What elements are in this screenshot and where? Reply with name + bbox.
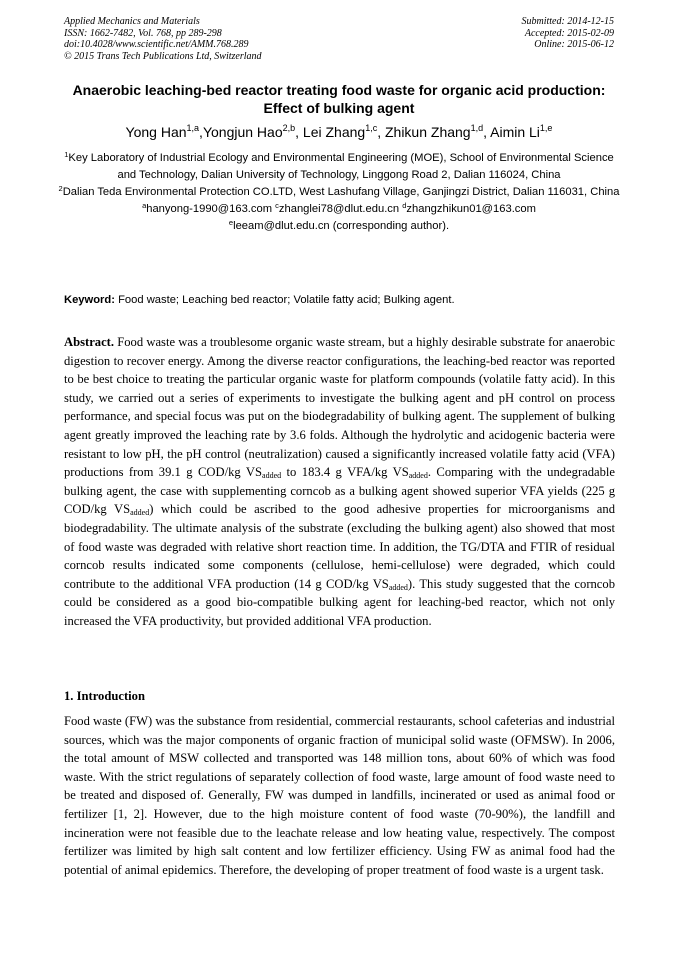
affiliation-2: $^2$Dalian Teda Environmental Protection CO.LTD, West Lashufang Village, Ganjingzi District, Dalian 116031, China bbox=[58, 184, 620, 198]
issn-line: ISSN: 1662-7482, Vol. 768, pp 289-298 bbox=[64, 27, 222, 39]
author: Aimin Li$^{1,e}$ bbox=[490, 123, 553, 140]
email-link[interactable]: hanyong-1990@163.com bbox=[146, 203, 273, 215]
abstract-label: Abstract. bbox=[64, 335, 115, 349]
keyword-text: Food waste; Leaching bed reactor; Volatile fatty acid; Bulking agent. bbox=[118, 294, 455, 306]
author-list bbox=[40, 122, 638, 142]
keyword-label: Keyword: bbox=[64, 294, 115, 306]
online-date: Online: 2015-06-12 bbox=[534, 39, 614, 50]
author: Lei Zhang$^{1,c}$, bbox=[302, 123, 385, 140]
abstract: Abstract. Food waste was a troublesome organic waste stream, but a highly desirable substrate for anaerobic digestion to recover energy. Among the diverse reactor configurations, the leaching-bed reactor was reported to be best choice to treating the particular organic waste for platform compounds (volatile fatty acid). In this study, we carried out a series of experiments to investigate the bulking agent and pH control on process performance, and special focus was put on the biodegradability of bulking agent. The supplement of bulking agent greatly improved the leaching rate by 3.6 folds. Although the hydrolytic and acidogenic bacteria were resistant to low pH, the pH control (neutralization) caused a significantly increased volatile fatty acid (VFA) productions from 39.1 g COD/kg $VS_{added}$ to 183.4 g VFA/kg $VS_{added}$. Comparing with the undegradable bulking agent, the case with supplementing corncob as a bulking agent showed superior VFA yields (225 g COD/kg $VS_{added}$) which could be ascribed to the good adhesive properties for microorganisms and biodegradability. The ultimate analysis of the substrate (excluding the bulking agent) also showed that most of food waste was degraded with relative short reaction time. In addition, the TG/DTA and FTIR of residual corncob results indicated some components (cellulose, hemi-cellulose) were degraded, which could contribute to the additional VFA production (14 g COD/kg $VS_{added}$). This study suggested that the corncob could be considered as a good bio-compatible bulking agent for leaching-bed reactor, which not only increased the VFA productivity, but provided additional VFA production. bbox=[64, 335, 616, 628]
dates-header bbox=[522, 16, 615, 51]
email-link[interactable]: zhangzhikun01@163.com bbox=[406, 203, 536, 215]
doi-line[interactable]: doi:10.4028/www.scientific.net/AMM.768.289 bbox=[64, 39, 249, 50]
keywords bbox=[64, 292, 616, 309]
email-line-1: $^a$hanyong-1990@163.com $^c$zhanglei78@dlut.edu.cn $^d$zhangzhikun01@163.com bbox=[142, 201, 536, 215]
author: Yongjun Hao$^{2,b}$, bbox=[202, 123, 303, 140]
paper-title: Anaerobic leaching-bed reactor treating food waste for organic acid production: Effect of bulking agent bbox=[72, 82, 606, 116]
introduction-paragraph: Food waste (FW) was the substance from residential, commercial restaurants, school cafeterias and industrial sources, which was the major components of organic fraction of municipal solid waste (OFMSW). In 2006, the total amount of MSW collected and transported was 148 million tons, about 60% of which was food waste. With the strict regulations of separately collection of food waste, large amount of food waste need to be treated and disposed of. Generally, FW was dumped in landfills, incinerated or used as animal food or fertilizer [1, 2]. However, due to the high moisture content of food waste (70-90%), the landfill and incineration were not feasible due to the leachate release and low heating value, respectively. The compost fertilizer was limited by high salt content and low fertilizer efficiency. Using FW as animal food had the potential of animal epidemics. Therefore, the developing of proper treatment of food waste is a urgent task. bbox=[64, 714, 615, 877]
accepted-date: Accepted: 2015-02-09 bbox=[524, 27, 614, 39]
email-link[interactable]: zhanglei78@dlut.edu.cn bbox=[278, 203, 400, 215]
submitted-date: Submitted: 2014-12-15 bbox=[521, 16, 614, 27]
author: Zhikun Zhang$^{1,d}$, bbox=[384, 123, 491, 140]
email-link[interactable]: leeam@dlut.edu.cn (corresponding author). bbox=[233, 220, 450, 232]
author: Yong Han$^{1,a}$, bbox=[125, 123, 203, 140]
email-line-2: $^e$leeam@dlut.edu.cn (corresponding author). bbox=[228, 218, 450, 232]
journal-header bbox=[64, 16, 262, 62]
affiliations bbox=[56, 150, 622, 235]
section-heading-introduction: 1. Introduction bbox=[64, 689, 145, 703]
affiliation-1: $^1$Key Laboratory of Industrial Ecology and Environmental Engineering (MOE), School of Environmental Science and Technology, Dalian University of Technology, Linggong Road 2, Dalian 116024, China bbox=[64, 150, 614, 181]
copyright-line: © 2015 Trans Tech Publications Ltd, Switzerland bbox=[64, 50, 262, 62]
journal-name: Applied Mechanics and Materials bbox=[64, 16, 200, 27]
